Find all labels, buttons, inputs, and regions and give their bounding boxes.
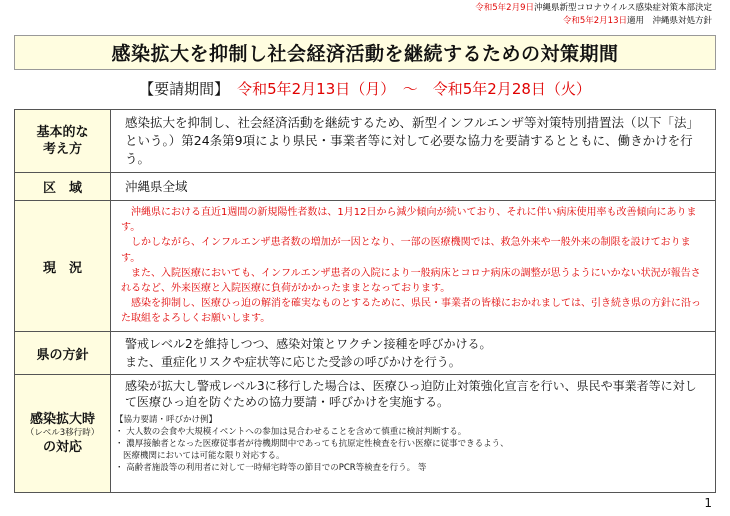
page-number: 1 (704, 496, 712, 510)
cooperation-examples (111, 410, 715, 474)
status-paragraph-1: 沖縄県における直近1週間の新規陽性者数は、1月12日から減少傾向が続いており、それに伴い病床使用率も改善傾向にあります。 (121, 207, 697, 234)
status-text (111, 201, 715, 327)
cooperation-item: 医療機関においては可能な限り対応する。 (123, 451, 285, 461)
label-area: 区 域 (15, 173, 111, 201)
header-note-decision-text: 沖縄県新型コロナウイルス感染症対策本部決定 (534, 3, 712, 13)
header-note-decision (475, 3, 712, 14)
area-text: 沖縄県全域 (125, 179, 188, 194)
header-note-applied-text: 適用 沖縄県対処方針 (626, 16, 712, 26)
label-spread-sub: （レベル3移行時） (25, 428, 100, 438)
status-paragraph-3: また、入院医療においても、インフルエンザ患者の入院により一般病床とコロナ病床の調整が思うようにいかない状況が報告されるなど、外来医療と入院医療に負荷がかかったままとなっております。 (121, 267, 701, 295)
spread-text: 感染が拡大し警戒レベル3に移行した場合は、医療ひっ迫防止対策強化宣言を行い、県民や事業者等に対して医療ひっ迫を防ぐための協力要請・呼びかけを実施する。 (125, 379, 697, 409)
label-spread (15, 375, 111, 493)
header-note-applied-date: 令和5年2月13日 (562, 16, 627, 26)
row-status (15, 201, 716, 332)
row-policy (15, 332, 716, 375)
status-paragraph-4: 感染を抑制し、医療ひっ迫の解消を確実なものとするために、県民・事業者の皆様におかれましては、引き続き県の方針に沿った取組をよろしくお願いします。 (121, 298, 701, 325)
cooperation-item: ・ 大人数の会食や大規模イベントへの参加は見合わせることを含めて慎重に検討判断する。 (115, 427, 467, 437)
label-basic-line2: 考え方 (42, 142, 82, 157)
request-period-label: 【要請期間】 (139, 80, 230, 98)
label-basic (15, 110, 111, 173)
cooperation-item: ・ 高齢者施設等の利用者に対して一時帰宅時等の節目でのPCR等検査を行う。 等 (115, 463, 427, 473)
page-title: 感染拡大を抑制し社会経済活動を継続するための対策期間 (14, 35, 716, 70)
header-note-decision-date: 令和5年2月9日 (475, 3, 534, 13)
row-basic (15, 110, 716, 173)
policy-line-1: 警戒レベル2を維持しつつ、感染対策とワクチン接種を呼びかける。 (125, 337, 492, 351)
label-spread-line2: の対応 (42, 440, 82, 455)
label-policy: 県の方針 (15, 332, 111, 375)
status-paragraph-2: しかしながら、インフルエンザ患者数の増加が一因となり、一部の医療機関では、救急外来や一般外来の制限を設けております。 (121, 237, 691, 264)
cooperation-item: ・ 濃厚接触者となった医療従事者が待機期間中であっても抗原定性検査を行い医療に従事できるよう、 (115, 439, 509, 449)
label-status: 現 況 (15, 201, 111, 332)
label-spread-line1: 感染拡大時 (29, 412, 95, 427)
label-basic-line1: 基本的な (36, 125, 89, 140)
policy-line-2: また、重症化リスクや症状等に応じた受診の呼びかけを行う。 (125, 355, 461, 369)
basic-text: 感染拡大を抑制し、社会経済活動を継続するため、新型インフルエンザ等対策特別措置法（以下「法」という。）第24条第9項により県民・事業者等に対して必要な協力を要請するとともに、働きかけを行う。 (125, 115, 700, 166)
row-spread (15, 375, 716, 493)
header-note-applied (563, 16, 712, 27)
policy-text (111, 332, 715, 371)
cooperation-title: 【協力要請・呼びかけ例】 (115, 415, 218, 425)
request-period (0, 78, 730, 99)
policy-table (14, 109, 716, 493)
request-period-dates: 令和5年2月13日（月） ～ 令和5年2月28日（火） (237, 80, 591, 98)
row-area (15, 173, 716, 201)
